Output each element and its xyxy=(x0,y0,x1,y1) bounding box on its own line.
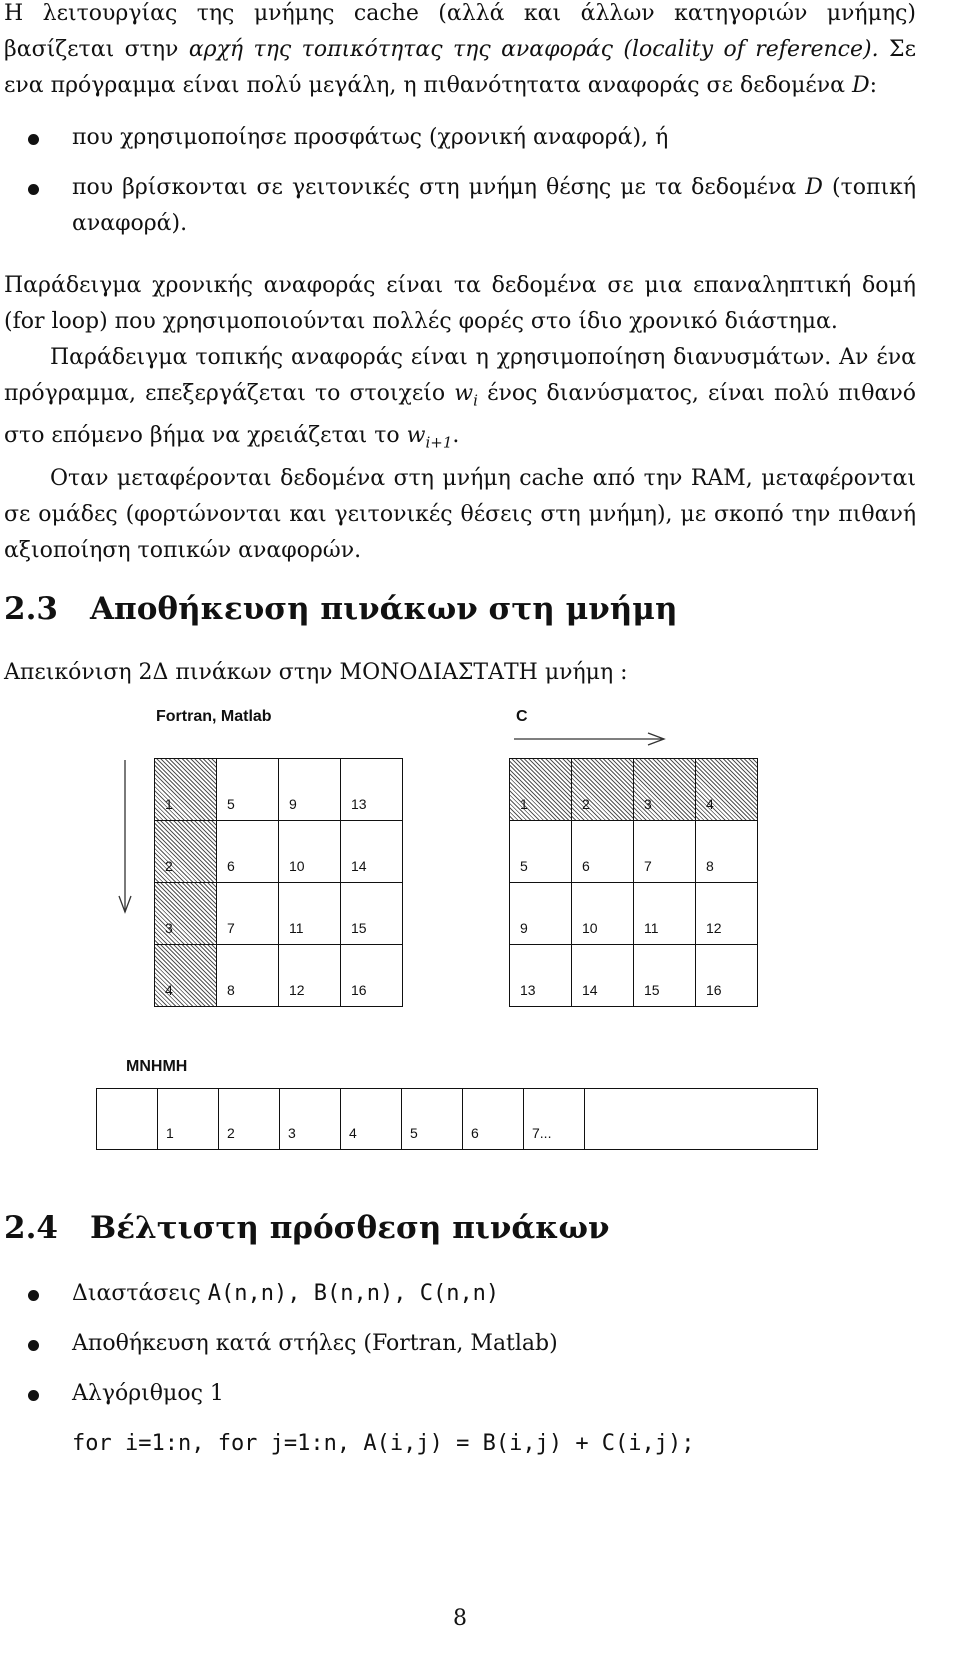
matrix-cell xyxy=(572,821,634,883)
figure-label-fortran: Fortran, Matlab xyxy=(156,708,272,725)
matrix-cell xyxy=(341,883,403,945)
cell-value: 10 xyxy=(582,920,598,936)
list-item: που χρησιμοποίησε προσφάτως (χρονική αναφορά), ή xyxy=(4,120,916,156)
section-intro: Απεικόνιση 2Δ πινάκων στην ΜΟΝΟΔΙΑΣΤΑΤΗ μνήμη : xyxy=(4,660,628,685)
matrix-cell xyxy=(572,945,634,1007)
matrix-cell xyxy=(634,945,696,1007)
memory-cell-value: 4 xyxy=(349,1125,357,1141)
matrix-cell xyxy=(510,759,572,821)
row-direction-arrow xyxy=(514,733,664,745)
cell-value: 14 xyxy=(582,982,598,998)
memory-cell-empty xyxy=(585,1089,817,1149)
cell-value: 11 xyxy=(289,920,304,936)
math-var: D xyxy=(805,175,823,200)
cell-value: 7 xyxy=(227,920,235,936)
matrix-cell xyxy=(279,883,341,945)
cell-value: 6 xyxy=(227,858,235,874)
cell-value: 9 xyxy=(289,796,297,812)
cell-value: 5 xyxy=(227,796,235,812)
cell-value: 15 xyxy=(644,982,660,998)
memory-cell-value: 3 xyxy=(288,1125,296,1141)
cell-value: 4 xyxy=(706,796,714,812)
column-direction-arrow xyxy=(119,760,131,912)
matrix-cell xyxy=(634,821,696,883)
cell-value: 8 xyxy=(227,982,235,998)
memory-cell xyxy=(97,1089,158,1149)
spatial-example: Παράδειγμα τοπικής αναφοράς είναι η χρησιμοποίηση διανυσμάτων. Αν ένα πρόγραμμα, επεξεργάζεται το στοιχείο $w_i$ ένος διανύσματος, είναι πολύ πιθανό στο επόμενο βήμα να χρειάζεται το $w_{i+1}$. xyxy=(4,345,916,452)
memory-cell xyxy=(463,1089,524,1149)
memory-cell xyxy=(219,1089,280,1149)
matrix-cell xyxy=(279,821,341,883)
cell-value: 3 xyxy=(165,920,173,936)
section-heading: 2.4 Βέλτιστη πρόσθεση πινάκων xyxy=(4,1210,610,1246)
matrix-cell xyxy=(217,759,279,821)
cell-value: 15 xyxy=(351,920,367,936)
matrix-cell xyxy=(341,759,403,821)
cell-value: 1 xyxy=(520,796,528,812)
cell-value: 11 xyxy=(644,920,659,936)
text: Η λειτουργίας της μνήμης cache (αλλά και άλλων κατηγοριών μνήμης) βασίζεται στην xyxy=(4,1,916,62)
cell-value: 3 xyxy=(644,796,652,812)
list-item: Διαστάσεις A(n,n), B(n,n), C(n,n) xyxy=(4,1276,916,1312)
algorithm-code: for i=1:n, for j=1:n, A(i,j) = B(i,j) + C(i,j); xyxy=(72,1431,695,1456)
list-item: Αλγόριθμος 1 xyxy=(4,1376,916,1412)
list-item: που βρίσκονται σε γειτονικές στη μνήμη θέσης με τα δεδομένα D (τοπική αναφορά). xyxy=(4,170,916,242)
matrix-cell xyxy=(341,821,403,883)
memory-cell-value: 5 xyxy=(410,1125,418,1141)
memory-cell-value: 2 xyxy=(227,1125,235,1141)
column-major-matrix xyxy=(154,758,403,1007)
matrix-cell xyxy=(696,883,758,945)
matrix-cell xyxy=(155,945,217,1007)
memory-cell xyxy=(280,1089,341,1149)
matrix-cell xyxy=(155,759,217,821)
cell-value: 16 xyxy=(706,982,722,998)
cell-value: 7 xyxy=(644,858,652,874)
matrix-cell xyxy=(572,759,634,821)
cell-value: 5 xyxy=(520,858,528,874)
matrix-cell xyxy=(341,945,403,1007)
matrix-cell xyxy=(217,883,279,945)
memory-cell-value: 1 xyxy=(166,1125,174,1141)
matrix-cell xyxy=(279,759,341,821)
text: Σε ενα πρόγραμμα είναι πολύ μεγάλη, η πιθανότητατα αναφοράς σε δεδομένα xyxy=(4,37,916,98)
cell-value: 9 xyxy=(520,920,528,936)
figure-label-c: C xyxy=(516,708,528,725)
row-major-matrix xyxy=(509,758,758,1007)
matrix-cell xyxy=(510,883,572,945)
cell-value: 10 xyxy=(289,858,305,874)
memory-cell-value: 7... xyxy=(532,1125,552,1141)
math-var: D xyxy=(852,73,870,98)
matrix-cell xyxy=(217,821,279,883)
italic-term: αρχή της τοπικότητας της αναφοράς (locality of reference). xyxy=(188,37,879,62)
matrix-cell xyxy=(217,945,279,1007)
memory-label: MNHMH xyxy=(126,1058,188,1075)
matrix-cell xyxy=(696,821,758,883)
matrix-cell xyxy=(634,883,696,945)
memory-cell xyxy=(524,1089,585,1149)
cell-value: 12 xyxy=(289,982,305,998)
memory-cell xyxy=(341,1089,402,1149)
matrix-cell xyxy=(510,821,572,883)
cell-value: 4 xyxy=(165,982,173,998)
code-inline: A(n,n), B(n,n), C(n,n) xyxy=(207,1281,500,1306)
cell-value: 1 xyxy=(165,796,173,812)
cell-value: 2 xyxy=(165,858,173,874)
cache-transfer-text: Οταν μεταφέρονται δεδομένα στη μνήμη cache από την RAM, μεταφέρονται σε ομάδες (φορτώνονται και γειτονικές θέσεις στη μνήμη), με σκοπό την πιθανή αξιοποίηση τοπικών αναφορών. xyxy=(4,465,916,563)
memory-cell xyxy=(402,1089,463,1149)
cell-value: 8 xyxy=(706,858,714,874)
matrix-cell xyxy=(696,759,758,821)
cell-value: 12 xyxy=(706,920,722,936)
matrix-cell xyxy=(279,945,341,1007)
section-heading: 2.3 Αποθήκευση πινάκων στη μνήμη xyxy=(4,591,678,627)
page-number: 8 xyxy=(453,1606,467,1631)
matrix-cell xyxy=(696,945,758,1007)
matrix-cell xyxy=(634,759,696,821)
text: : xyxy=(869,73,878,98)
matrix-cell xyxy=(572,883,634,945)
memory-cell xyxy=(158,1089,219,1149)
cell-value: 2 xyxy=(582,796,590,812)
cell-value: 13 xyxy=(520,982,536,998)
list-item: Αποθήκευση κατά στήλες (Fortran, Matlab) xyxy=(4,1326,916,1362)
matrix-cell xyxy=(155,821,217,883)
cell-value: 6 xyxy=(582,858,590,874)
matrix-cell xyxy=(510,945,572,1007)
cell-value: 14 xyxy=(351,858,367,874)
matrix-cell xyxy=(155,883,217,945)
cell-value: 13 xyxy=(351,796,367,812)
memory-cell-value: 6 xyxy=(471,1125,479,1141)
matrix-addition-list xyxy=(4,1276,916,1462)
linear-memory xyxy=(96,1088,818,1150)
temporal-example: Παράδειγμα χρονικής αναφοράς είναι τα δεδομένα σε μια επαναληπτική δομή (for loop) που χρησιμοποιούνται πολλές φορές στο ίδιο χρονικό διάστημα. xyxy=(4,273,916,334)
cell-value: 16 xyxy=(351,982,367,998)
